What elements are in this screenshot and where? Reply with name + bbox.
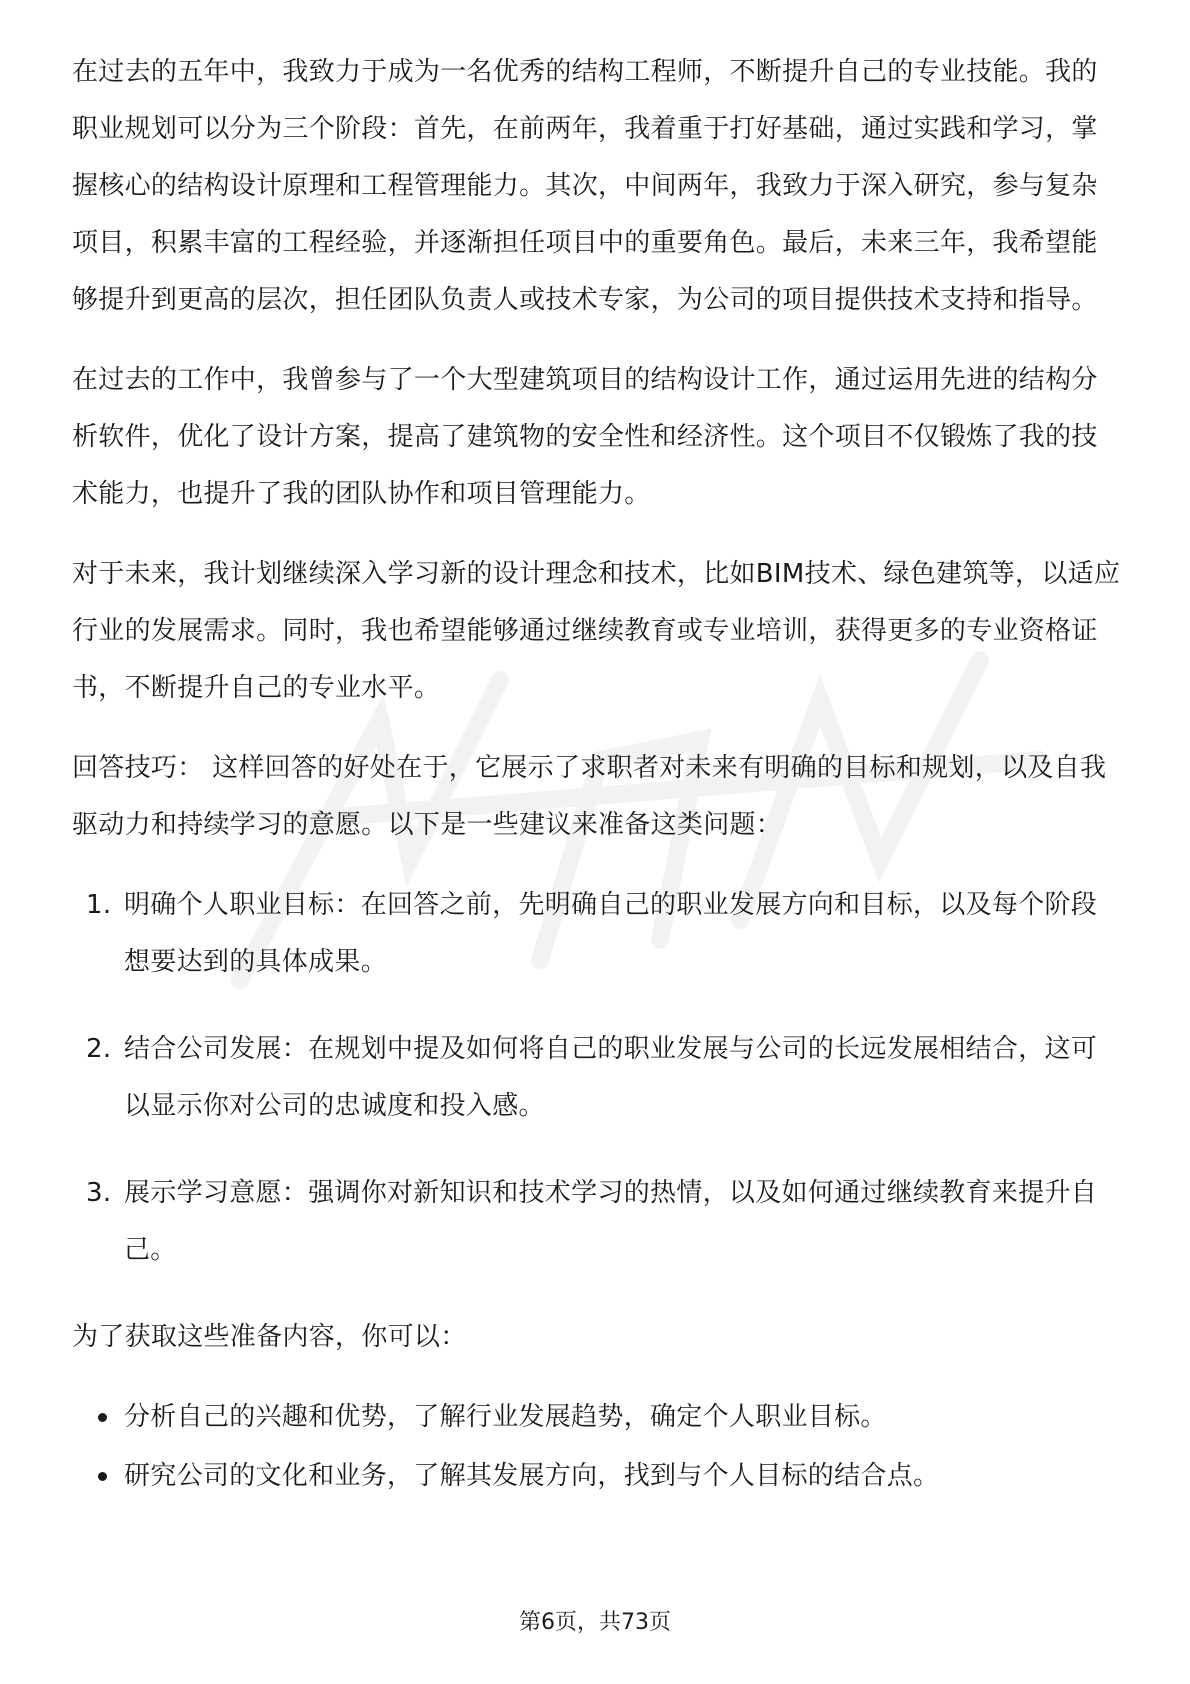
bullet-list — [72, 1389, 1122, 1505]
list-item — [72, 1165, 1122, 1279]
page-footer: 第6页，共73页 — [519, 1610, 671, 1635]
list-item-text: 展示学习意愿：强调你对新知识和技术学习的热情，以及如何通过继续教育来提升自己。 — [124, 1178, 1098, 1265]
list-number: 1. — [86, 890, 112, 920]
paragraph-preparation: 为了获取这些准备内容，你可以： — [72, 1322, 467, 1352]
list-item-text: 明确个人职业目标：在回答之前，先明确自己的职业发展方向和目标，以及每个阶段想要达到的具体成果。 — [124, 890, 1098, 977]
list-item — [72, 1389, 1122, 1446]
list-number: 3. — [86, 1178, 112, 1208]
numbered-list — [72, 877, 1122, 1279]
paragraph-answer-tips: 回答技巧： 这样回答的好处在于，它展示了求职者对未来有明确的目标和规划，以及自我驱动力和持续学习的意愿。以下是一些建议来准备这类问题： — [72, 753, 1107, 840]
list-item — [72, 1021, 1122, 1135]
list-item-text: 研究公司的文化和业务，了解其发展方向，找到与个人目标的结合点。 — [124, 1461, 940, 1491]
list-item — [72, 877, 1122, 991]
paragraph-career-plan: 在过去的五年中，我致力于成为一名优秀的结构工程师，不断提升自己的专业技能。我的职业规划可以分为三个阶段：首先，在前两年，我着重于打好基础，通过实践和学习，掌握核心的结构设计原理和工程管理能力。其次，中间两年，我致力于深入研究，参与复杂项目，积累丰富的工程经验，并逐渐担任项目中的重要角色。最后，未来三年，我希望能够提升到更高的层次，担任团队负责人或技术专家，为公司的项目提供技术支持和指导。 — [72, 57, 1098, 315]
bullet-icon — [98, 1413, 107, 1422]
paragraph-past-work: 在过去的工作中，我曾参与了一个大型建筑项目的结构设计工作，通过运用先进的结构分析软件，优化了设计方案，提高了建筑物的安全性和经济性。这个项目不仅锻炼了我的技术能力，也提升了我的团队协作和项目管理能力。 — [72, 365, 1098, 509]
list-item-text: 分析自己的兴趣和优势，了解行业发展趋势，确定个人职业目标。 — [124, 1402, 887, 1432]
list-item — [72, 1448, 1122, 1505]
paragraph-future-plan: 对于未来，我计划继续深入学习新的设计理念和技术，比如BIM技术、绿色建筑等，以适应行业的发展需求。同时，我也希望能够通过继续教育或专业培训，获得更多的专业资格证书，不断提升自己的专业水平。 — [72, 559, 1121, 703]
list-item-text: 结合公司发展：在规划中提及如何将自己的职业发展与公司的长远发展相结合，这可以显示你对公司的忠诚度和投入感。 — [124, 1034, 1098, 1121]
document-body — [72, 44, 1122, 1507]
bullet-icon — [98, 1472, 107, 1481]
list-number: 2. — [86, 1034, 112, 1064]
